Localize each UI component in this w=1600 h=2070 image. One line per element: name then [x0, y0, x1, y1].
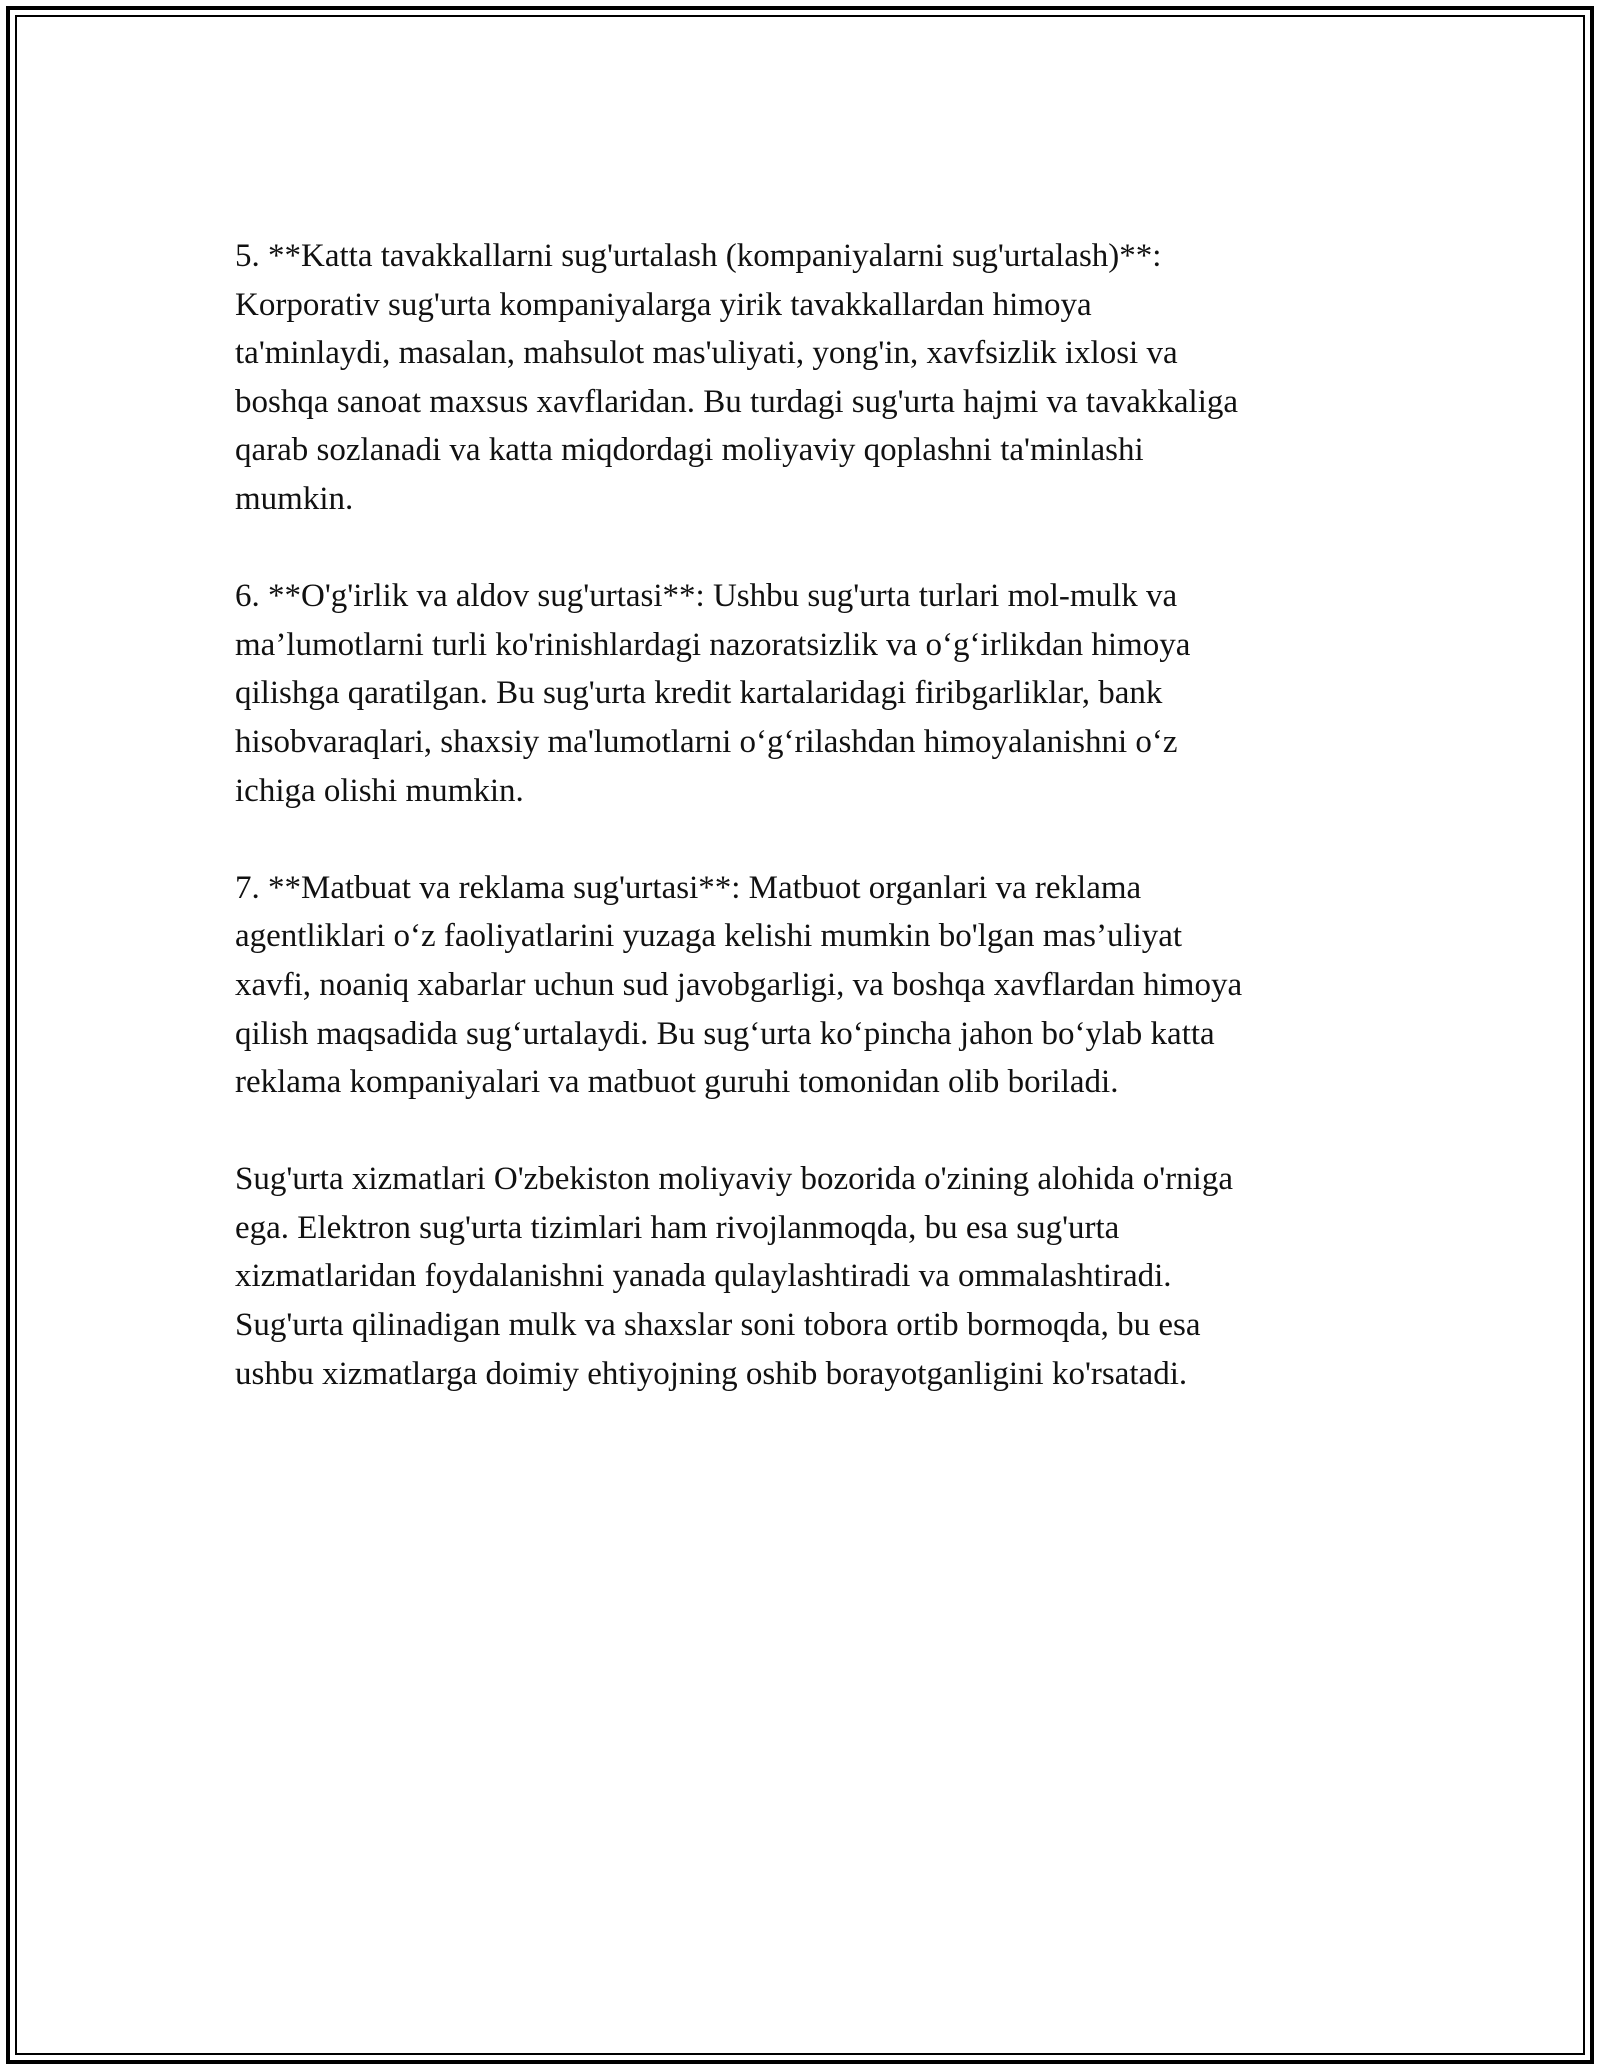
paragraph-theft-fraud-insurance [235, 572, 1375, 815]
text-line: agentliklari o‘z faoliyatlarini yuzaga kelishi mumkin bo'lgan mas’uliyat [235, 918, 1183, 955]
text-line: ushbu xizmatlarga doimiy ehtiyojning oshib borayotganligini ko'rsatadi. [235, 1355, 1188, 1392]
text-line: qarab sozlanadi va katta miqdordagi moliyaviy qoplashni ta'minlashi [235, 432, 1144, 469]
text-line: Sug'urta xizmatlari O'zbekiston moliyaviy bozorida o'zining alohida o'rniga [235, 1161, 1233, 1198]
text-line: Sug'urta qilinadigan mulk va shaxslar soni tobora ortib bormoqda, bu esa [235, 1307, 1201, 1344]
text-line: 7. **Matbuat va reklama sug'urtasi**: Matbuot organlari va reklama [235, 869, 1142, 906]
text-line: qilish maqsadida sug‘urtalaydi. Bu sug‘urta ko‘pincha jahon bo‘ylab katta [235, 1015, 1215, 1052]
text-line: 6. **O'g'irlik va aldov sug'urtasi**: Ushbu sug'urta turlari mol-mulk va [235, 578, 1178, 615]
paragraph-press-advertising-insurance [235, 864, 1375, 1107]
text-line: qilishga qaratilgan. Bu sug'urta kredit kartalaridagi firibgarliklar, bank [235, 675, 1163, 712]
text-line: 5. **Katta tavakkallarni sug'urtalash (kompaniyalarni sug'urtalash)**: [235, 238, 1162, 274]
paragraph-corporate-insurance [235, 232, 1375, 524]
text-line: Korporativ sug'urta kompaniyalarga yirik tavakkallardan himoya [235, 286, 1092, 323]
text-line: ma’lumotlarni turli ko'rinishlardagi nazoratsizlik va o‘g‘irlikdan himoya [235, 626, 1191, 663]
text-line: ega. Elektron sug'urta tizimlari ham rivojlanmoqda, bu esa sug'urta [235, 1209, 1120, 1246]
text-line: reklama kompaniyalari va matbuot guruhi tomonidan olib boriladi. [235, 1064, 1119, 1101]
document-body [235, 232, 1375, 1447]
text-line: hisobvaraqlari, shaxsiy ma'lumotlarni o‘g‘rilashdan himoyalanishni o‘z [235, 723, 1178, 760]
text-line: boshqa sanoat maxsus xavflaridan. Bu turdagi sug'urta hajmi va tavakkaliga [235, 383, 1239, 420]
text-line: ta'minlaydi, masalan, mahsulot mas'uliyati, yong'in, xavfsizlik ixlosi va [235, 335, 1178, 372]
text-line: xavfi, noaniq xabarlar uchun sud javobgarligi, va boshqa xavflardan himoya [235, 966, 1243, 1003]
text-line: mumkin. [235, 480, 354, 517]
text-line: xizmatlaridan foydalanishni yanada qulaylashtiradi va ommalashtiradi. [235, 1258, 1172, 1295]
paragraph-conclusion [235, 1155, 1375, 1398]
text-line: ichiga olishi mumkin. [235, 772, 524, 809]
